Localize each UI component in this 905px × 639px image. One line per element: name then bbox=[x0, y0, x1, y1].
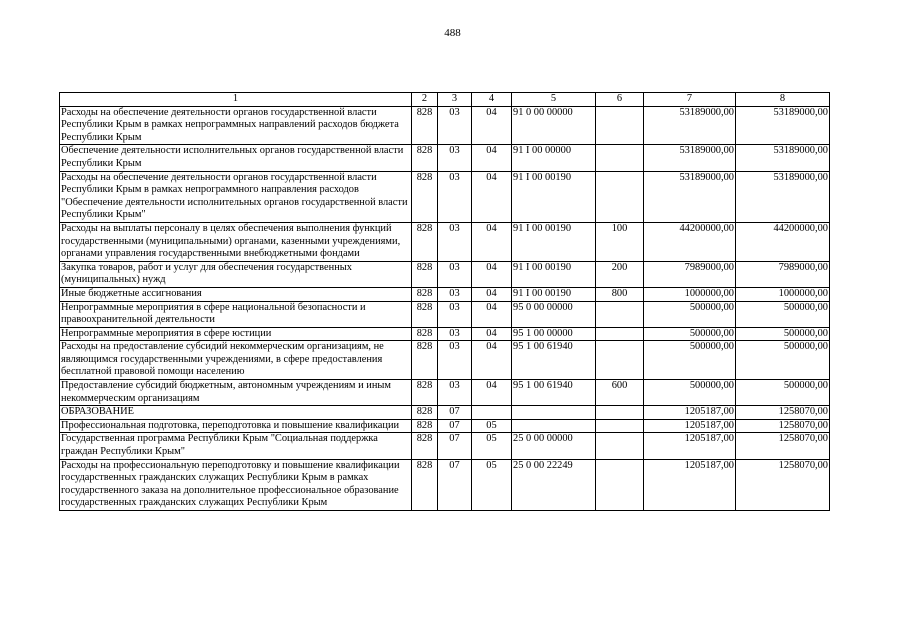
cell-target-article bbox=[512, 419, 596, 433]
cell-amount-year2: 1258070,00 bbox=[736, 419, 830, 433]
table-row bbox=[60, 419, 830, 433]
cell-amount-year2: 1000000,00 bbox=[736, 287, 830, 301]
table-row bbox=[60, 459, 830, 510]
cell-expense-type bbox=[596, 301, 644, 327]
cell-amount-year2: 500000,00 bbox=[736, 301, 830, 327]
cell-amount-year1: 53189000,00 bbox=[644, 106, 736, 145]
row-name: Расходы на обеспечение деятельности органов государственной власти Республики Крым в рамках непрограммных направлений расходов бюджета Республики Крым bbox=[60, 106, 412, 145]
row-name: Непрограммные мероприятия в сфере национальной безопасности и правоохранительной деятельности bbox=[60, 301, 412, 327]
cell-target-article: 25 0 00 00000 bbox=[512, 433, 596, 459]
cell-subsection-code: 04 bbox=[472, 171, 512, 222]
table-row bbox=[60, 433, 830, 459]
row-name: ОБРАЗОВАНИЕ bbox=[60, 406, 412, 420]
row-name: Профессиональная подготовка, переподготовка и повышение квалификации bbox=[60, 419, 412, 433]
cell-section-code: 03 bbox=[438, 301, 472, 327]
cell-amount-year1: 500000,00 bbox=[644, 380, 736, 406]
cell-subsection-code: 05 bbox=[472, 433, 512, 459]
cell-amount-year1: 1205187,00 bbox=[644, 406, 736, 420]
cell-subsection-code: 04 bbox=[472, 145, 512, 171]
page-number: 488 bbox=[444, 27, 461, 39]
cell-target-article: 91 I 00 00190 bbox=[512, 261, 596, 287]
cell-target-article: 25 0 00 22249 bbox=[512, 459, 596, 510]
cell-section-code: 07 bbox=[438, 406, 472, 420]
cell-section-code: 07 bbox=[438, 459, 472, 510]
table-row bbox=[60, 327, 830, 341]
table-row bbox=[60, 406, 830, 420]
cell-subsection-code: 04 bbox=[472, 222, 512, 261]
cell-ministry-code: 828 bbox=[412, 287, 438, 301]
cell-subsection-code bbox=[472, 406, 512, 420]
cell-target-article: 91 I 00 00190 bbox=[512, 171, 596, 222]
cell-target-article: 95 1 00 61940 bbox=[512, 341, 596, 380]
cell-expense-type bbox=[596, 341, 644, 380]
cell-subsection-code: 04 bbox=[472, 106, 512, 145]
cell-expense-type bbox=[596, 406, 644, 420]
cell-ministry-code: 828 bbox=[412, 406, 438, 420]
cell-amount-year1: 500000,00 bbox=[644, 327, 736, 341]
column-header: 7 bbox=[644, 93, 736, 107]
cell-target-article bbox=[512, 406, 596, 420]
cell-ministry-code: 828 bbox=[412, 171, 438, 222]
cell-amount-year2: 500000,00 bbox=[736, 341, 830, 380]
column-header: 5 bbox=[512, 93, 596, 107]
cell-amount-year2: 53189000,00 bbox=[736, 145, 830, 171]
cell-amount-year1: 1205187,00 bbox=[644, 459, 736, 510]
cell-ministry-code: 828 bbox=[412, 327, 438, 341]
cell-subsection-code: 04 bbox=[472, 287, 512, 301]
row-name: Расходы на предоставление субсидий некоммерческим организациям, не являющимся государственными учреждениями, в сфере предоставления бесплатной правовой помощи населению bbox=[60, 341, 412, 380]
column-header: 2 bbox=[412, 93, 438, 107]
cell-amount-year2: 7989000,00 bbox=[736, 261, 830, 287]
cell-amount-year2: 1258070,00 bbox=[736, 459, 830, 510]
table-row bbox=[60, 171, 830, 222]
cell-ministry-code: 828 bbox=[412, 261, 438, 287]
cell-amount-year2: 53189000,00 bbox=[736, 171, 830, 222]
row-name: Непрограммные мероприятия в сфере юстиции bbox=[60, 327, 412, 341]
cell-amount-year2: 44200000,00 bbox=[736, 222, 830, 261]
cell-expense-type: 800 bbox=[596, 287, 644, 301]
cell-target-article: 91 I 00 00190 bbox=[512, 222, 596, 261]
table-row bbox=[60, 380, 830, 406]
cell-amount-year2: 1258070,00 bbox=[736, 433, 830, 459]
table-row bbox=[60, 287, 830, 301]
cell-amount-year2: 500000,00 bbox=[736, 380, 830, 406]
cell-subsection-code: 05 bbox=[472, 459, 512, 510]
cell-subsection-code: 04 bbox=[472, 327, 512, 341]
column-header: 3 bbox=[438, 93, 472, 107]
cell-expense-type: 200 bbox=[596, 261, 644, 287]
column-header: 8 bbox=[736, 93, 830, 107]
cell-target-article: 91 I 00 00000 bbox=[512, 145, 596, 171]
cell-subsection-code: 04 bbox=[472, 380, 512, 406]
row-name: Предоставление субсидий бюджетным, автономным учреждениям и иным некоммерческим организациям bbox=[60, 380, 412, 406]
cell-subsection-code: 04 bbox=[472, 341, 512, 380]
row-name: Закупка товаров, работ и услуг для обеспечения государственных (муниципальных) нужд bbox=[60, 261, 412, 287]
cell-amount-year1: 1000000,00 bbox=[644, 287, 736, 301]
cell-expense-type bbox=[596, 106, 644, 145]
cell-subsection-code: 04 bbox=[472, 261, 512, 287]
cell-ministry-code: 828 bbox=[412, 145, 438, 171]
cell-expense-type bbox=[596, 433, 644, 459]
cell-section-code: 03 bbox=[438, 380, 472, 406]
cell-section-code: 03 bbox=[438, 327, 472, 341]
cell-section-code: 03 bbox=[438, 261, 472, 287]
cell-amount-year1: 53189000,00 bbox=[644, 171, 736, 222]
cell-expense-type bbox=[596, 145, 644, 171]
row-name: Расходы на профессиональную переподготовку и повышение квалификации государственных гражданских служащих Республики Крым в рамках государственного заказа на дополнительное профессиональное образование государственных гражданских служащих Республики Крым bbox=[60, 459, 412, 510]
row-name: Расходы на выплаты персоналу в целях обеспечения выполнения функций государственными (муниципальными) органами, казенными учреждениями, органами управления государственными внебюджетными фондами bbox=[60, 222, 412, 261]
column-header: 4 bbox=[472, 93, 512, 107]
cell-ministry-code: 828 bbox=[412, 341, 438, 380]
cell-subsection-code: 04 bbox=[472, 301, 512, 327]
column-header: 1 bbox=[60, 93, 412, 107]
cell-section-code: 03 bbox=[438, 341, 472, 380]
cell-expense-type: 600 bbox=[596, 380, 644, 406]
column-header: 6 bbox=[596, 93, 644, 107]
row-name: Расходы на обеспечение деятельности органов государственной власти Республики Крым в рамках непрограммного направления расходов "Обеспечение деятельности исполнительных органов государственной власти Республики Крым" bbox=[60, 171, 412, 222]
cell-target-article: 95 0 00 00000 bbox=[512, 301, 596, 327]
cell-ministry-code: 828 bbox=[412, 301, 438, 327]
cell-section-code: 03 bbox=[438, 222, 472, 261]
cell-ministry-code: 828 bbox=[412, 106, 438, 145]
cell-amount-year1: 500000,00 bbox=[644, 341, 736, 380]
table-row bbox=[60, 222, 830, 261]
cell-expense-type bbox=[596, 171, 644, 222]
table-row bbox=[60, 341, 830, 380]
cell-target-article: 91 0 00 00000 bbox=[512, 106, 596, 145]
cell-ministry-code: 828 bbox=[412, 222, 438, 261]
row-name: Государственная программа Республики Крым "Социальная поддержка граждан Республики Крым" bbox=[60, 433, 412, 459]
table-header-row bbox=[60, 93, 830, 107]
cell-section-code: 03 bbox=[438, 106, 472, 145]
cell-section-code: 03 bbox=[438, 287, 472, 301]
table-row bbox=[60, 301, 830, 327]
cell-ministry-code: 828 bbox=[412, 419, 438, 433]
cell-amount-year1: 53189000,00 bbox=[644, 145, 736, 171]
cell-amount-year1: 1205187,00 bbox=[644, 419, 736, 433]
cell-amount-year1: 500000,00 bbox=[644, 301, 736, 327]
cell-amount-year2: 500000,00 bbox=[736, 327, 830, 341]
cell-subsection-code: 05 bbox=[472, 419, 512, 433]
cell-ministry-code: 828 bbox=[412, 380, 438, 406]
cell-expense-type: 100 bbox=[596, 222, 644, 261]
cell-amount-year1: 1205187,00 bbox=[644, 433, 736, 459]
budget-table bbox=[59, 92, 830, 511]
table-row bbox=[60, 261, 830, 287]
cell-section-code: 03 bbox=[438, 171, 472, 222]
row-name: Иные бюджетные ассигнования bbox=[60, 287, 412, 301]
table-row bbox=[60, 145, 830, 171]
cell-target-article: 91 I 00 00190 bbox=[512, 287, 596, 301]
cell-target-article: 95 1 00 61940 bbox=[512, 380, 596, 406]
cell-section-code: 07 bbox=[438, 433, 472, 459]
cell-target-article: 95 1 00 00000 bbox=[512, 327, 596, 341]
cell-amount-year1: 7989000,00 bbox=[644, 261, 736, 287]
cell-section-code: 03 bbox=[438, 145, 472, 171]
cell-ministry-code: 828 bbox=[412, 433, 438, 459]
cell-amount-year2: 53189000,00 bbox=[736, 106, 830, 145]
cell-expense-type bbox=[596, 327, 644, 341]
cell-amount-year1: 44200000,00 bbox=[644, 222, 736, 261]
cell-amount-year2: 1258070,00 bbox=[736, 406, 830, 420]
cell-expense-type bbox=[596, 459, 644, 510]
cell-ministry-code: 828 bbox=[412, 459, 438, 510]
table-row bbox=[60, 106, 830, 145]
cell-section-code: 07 bbox=[438, 419, 472, 433]
cell-expense-type bbox=[596, 419, 644, 433]
row-name: Обеспечение деятельности исполнительных органов государственной власти Республики Крым bbox=[60, 145, 412, 171]
